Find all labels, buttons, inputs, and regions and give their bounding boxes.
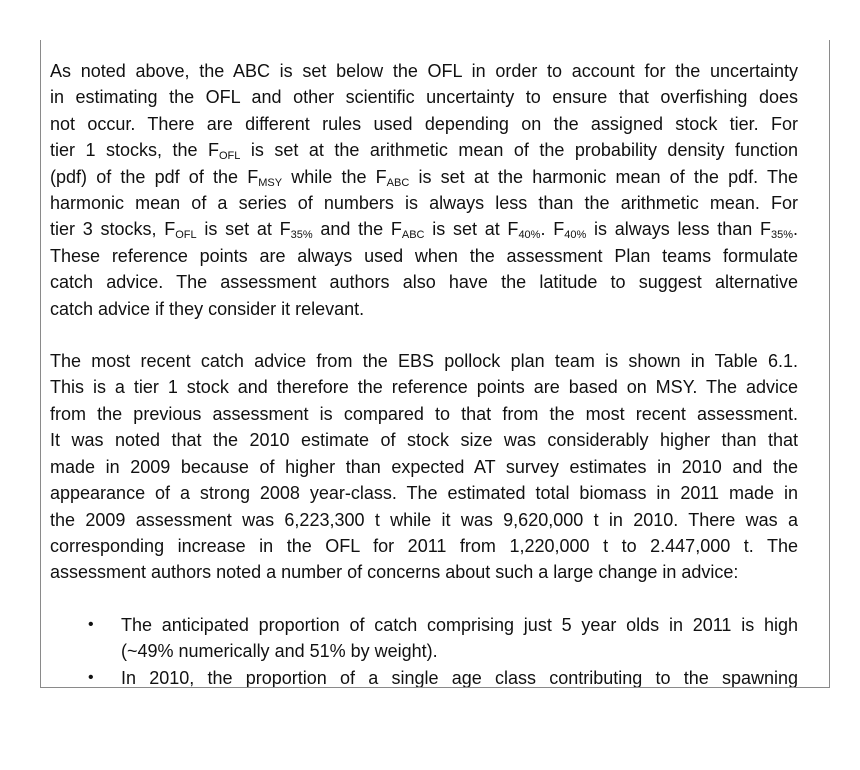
text-line: from the previous assessment is compared to that from the most recent assessment. xyxy=(50,403,798,424)
text-line xyxy=(50,243,798,269)
paragraph-catch-advice xyxy=(50,348,798,586)
subscript: ABC xyxy=(401,229,425,242)
text-segment: tier 3 stocks, F xyxy=(50,219,176,240)
text-segment: and the F xyxy=(312,219,402,240)
text-line xyxy=(50,111,798,137)
text-segment: As noted above, the ABC is set below the OFL in order to account for the uncertainty xyxy=(50,61,798,81)
text-segment: is set at the arithmetic mean of the probability density function xyxy=(240,140,798,161)
bullet-marker: • xyxy=(88,615,94,633)
text-line xyxy=(50,190,798,216)
text-segment: catch advice if they consider it relevant. xyxy=(50,298,365,319)
text-segment: in estimating the OFL and other scientific uncertainty to ensure that overfishing does xyxy=(50,87,798,108)
text-line xyxy=(50,296,798,322)
text-segment: . F xyxy=(540,219,565,240)
text-segment: is always less than F xyxy=(586,219,771,240)
concerns-list xyxy=(50,612,798,688)
subscript: 35% xyxy=(770,229,793,242)
text-segment: is set at the harmonic mean of the pdf. The xyxy=(409,166,798,187)
text-line: It was noted that the 2010 estimate of stock size was considerably higher than that xyxy=(50,430,798,451)
text-line xyxy=(50,216,798,242)
text-line: appearance of a strong 2008 year-class. The estimated total biomass in 2011 made in xyxy=(50,483,798,504)
subscript: OFL xyxy=(175,229,197,242)
text-line xyxy=(50,58,798,84)
text-segment: is set at F xyxy=(196,219,291,240)
paragraph-reference-points xyxy=(50,58,798,322)
text-line xyxy=(50,84,798,110)
subscript: 40% xyxy=(518,229,541,242)
text-segment: These reference points are always used when the assessment Plan teams formulate xyxy=(50,245,798,266)
document-page xyxy=(40,40,830,688)
text-line: This is a tier 1 stock and therefore the reference points are based on MSY. The advice xyxy=(50,377,798,398)
text-line: the 2009 assessment was 6,223,300 t while it was 9,620,000 t in 2010. There was a xyxy=(50,509,798,530)
text-line: The most recent catch advice from the EBS pollock plan team is shown in Table 6.1. xyxy=(50,351,798,372)
text-line xyxy=(50,164,798,190)
text-segment: not occur. There are different rules used depending on the assigned stock tier. For xyxy=(50,113,798,134)
text-segment: (pdf) of the pdf of the F xyxy=(50,166,259,187)
list-item xyxy=(50,665,798,688)
list-item xyxy=(50,612,798,665)
subscript: 40% xyxy=(564,229,587,242)
text-segment: is set at F xyxy=(424,219,519,240)
text-line xyxy=(50,137,798,163)
text-segment: harmonic mean of a series of numbers is always less than the arithmetic mean. For xyxy=(50,193,798,214)
subscript: 35% xyxy=(290,229,313,242)
bullet-marker: • xyxy=(88,668,94,686)
text-line: The anticipated proportion of catch comprising just 5 year olds in 2011 is high xyxy=(121,614,798,635)
subscript: OFL xyxy=(219,150,241,163)
text-segment: catch advice. The assessment authors also have the latitude to suggest alternative xyxy=(50,272,798,293)
text-line: In 2010, the proportion of a single age class contributing to the spawning xyxy=(121,667,798,688)
text-line: corresponding increase in the OFL for 2011 from 1,220,000 t to 2.447,000 t. The xyxy=(50,535,798,556)
subscript: ABC xyxy=(386,176,410,189)
text-segment: . xyxy=(792,219,798,240)
text-line: made in 2009 because of higher than expected AT survey estimates in 2010 and the xyxy=(50,456,798,477)
subscript: MSY xyxy=(258,176,283,189)
document-body xyxy=(50,58,798,688)
text-line xyxy=(50,269,798,295)
text-segment: while the F xyxy=(282,166,387,187)
text-segment: tier 1 stocks, the F xyxy=(50,140,219,161)
text-line: assessment authors noted a number of concerns about such a large change in advice: xyxy=(50,562,739,583)
text-line: (~49% numerically and 51% by weight). xyxy=(121,641,438,662)
